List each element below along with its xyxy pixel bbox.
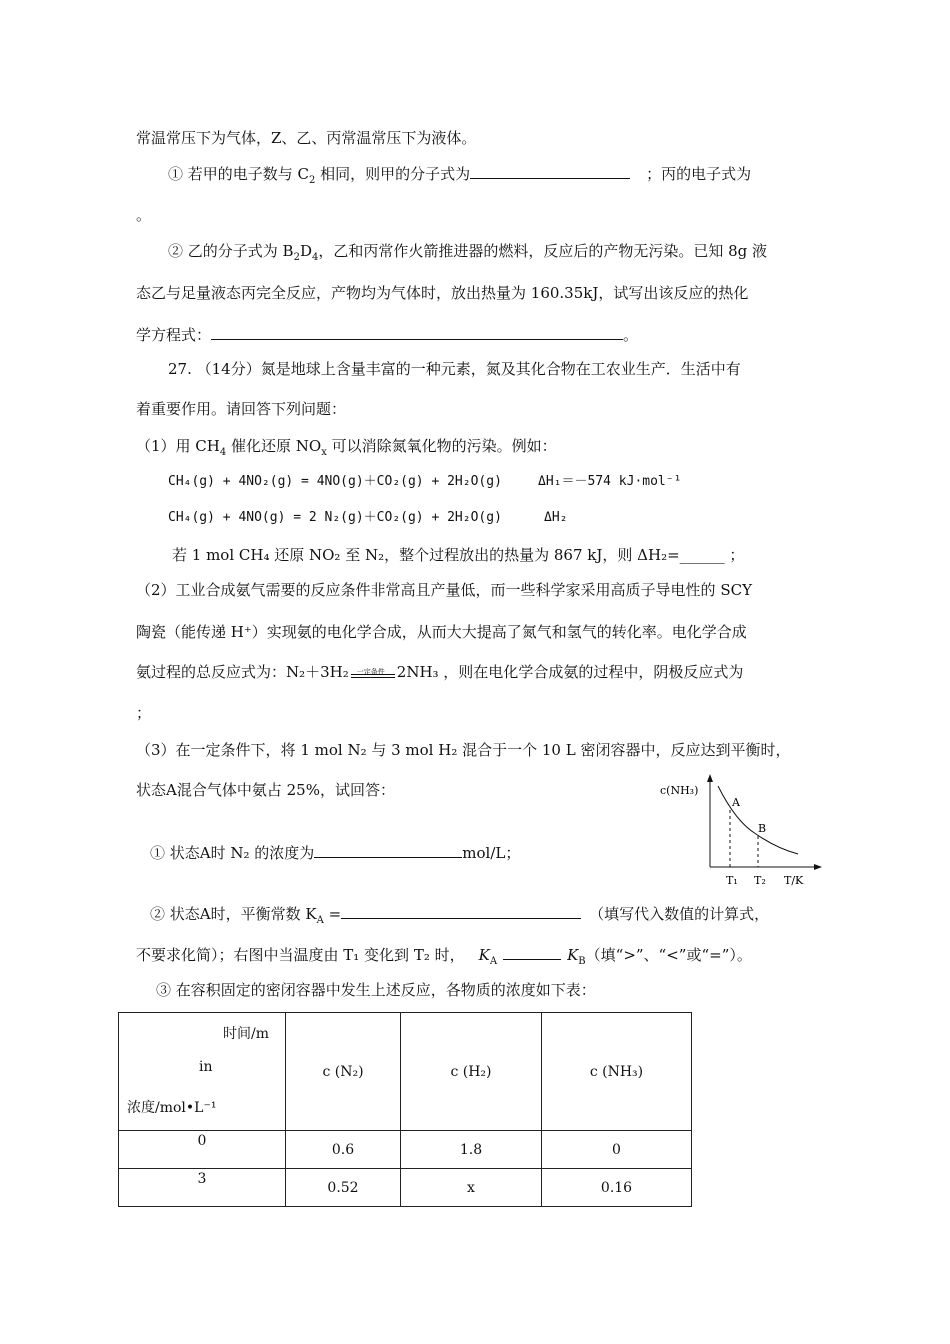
ka-kb-compare-blank[interactable] xyxy=(503,944,561,960)
q27-p3-q2-c: （填写代入数值的计算式， xyxy=(589,905,770,923)
q27-p3-line1: （3）在一定条件下，将 1 mol N₂ 与 3 mol H₂ 混合于一个 10 L 密闭容器中，反应达到平衡时， xyxy=(136,741,791,759)
q27-p3-line2: 状态A混合气体中氨占 25%，试回答： xyxy=(136,781,395,799)
q27-line1: 27. （14分）氮是地球上含量丰富的一种元素，氮及其化合物在工农业生产．生活中有 xyxy=(168,360,741,378)
q27-p1-b: 催化还原 NO xyxy=(226,437,322,455)
q27-p2-line2: 陶瓷（能传递 H⁺）实现氨的电化学合成，从而大大提高了氮气和氢气的转化率。电化学合成 xyxy=(136,623,747,641)
q27-p2-line1: （2）工业合成氨气需要的反应条件非常高且产量低，而一些科学家采用高质子导电性的 SCY xyxy=(136,581,752,599)
table-row xyxy=(119,1169,692,1207)
equilibrium-arrow-icon xyxy=(349,666,397,680)
q2-sub1: 2 xyxy=(293,252,300,263)
graph-t2: T₂ xyxy=(754,874,766,887)
q2-line3 xyxy=(136,324,638,345)
row-time: 3 xyxy=(119,1169,286,1207)
q2-line2: 态乙与足量液态丙完全反应，产物均为气体时，放出热量为 160.35kJ，试写出该反应的热化 xyxy=(136,284,749,302)
ka-expression-blank[interactable] xyxy=(341,903,581,919)
q27-p2-line4: ； xyxy=(136,704,152,722)
q2-blank-equation[interactable] xyxy=(211,324,623,340)
ka-symbol: K xyxy=(478,946,490,964)
q27-line2: 着重要作用。请回答下列问题： xyxy=(136,400,347,418)
table-corner-header xyxy=(119,1013,286,1131)
equation-2: CH₄(g) + 4NO(g) = 2 N₂(g)＋CO₂(g) + 2H₂O(g) xyxy=(168,510,502,525)
q2-text-b: D xyxy=(299,242,312,260)
arrow-label: 一定条件 xyxy=(356,668,385,676)
q27-p3-q2-l2d: （填“>”、“<”或“=”）。 xyxy=(585,946,752,964)
graph-t1: T₁ xyxy=(726,874,738,887)
q27-p3-q2-sub: A xyxy=(316,915,324,926)
q27-p1-sub: 4 xyxy=(219,447,227,458)
q27-if-line xyxy=(172,545,744,565)
q1-end: 。 xyxy=(136,206,152,224)
q27-p3-q2-a: ② 状态A时，平衡常数 K xyxy=(150,905,317,923)
q27-p2-3a: 氨过程的总反应式为：N₂＋3H₂ xyxy=(136,663,349,681)
q27-if-a: 若 1 mol CH₄ 还原 NO₂ 至 N₂，整个过程放出的热量为 867 kJ，则 ΔH₂= xyxy=(172,546,680,564)
ka-sub: A xyxy=(489,956,498,967)
col-header-h2: c (H₂) xyxy=(401,1013,542,1131)
col-header-n2: c (N₂) xyxy=(286,1013,401,1131)
equation-1-dh: ΔH₁＝－574 kJ·mol⁻¹ xyxy=(538,474,682,489)
q27-p3-q3: ③ 在容积固定的密闭容器中发生上述反应，各物质的浓度如下表： xyxy=(156,981,596,999)
q2-text-a: ② 乙的分子式为 B xyxy=(168,242,294,260)
q1-text-c: ；丙的电子式为 xyxy=(646,165,752,183)
equation-2-dh: ΔH₂ xyxy=(544,510,568,525)
graph-ylabel: c(NH₃) xyxy=(660,784,699,797)
q1-text-b: 相同，则甲的分子式为 xyxy=(315,165,471,183)
q27-p3-q1-a: ① 状态A时 N₂ 的浓度为 xyxy=(150,844,315,862)
equation-1: CH₄(g) + 4NO₂(g) = 4NO(g)＋CO₂(g) + 2H₂O(g) xyxy=(168,474,502,489)
q2-text-3b: 。 xyxy=(623,326,639,344)
graph-point-a: A xyxy=(732,796,740,809)
corner-top: 时间/m xyxy=(223,1026,269,1042)
q2-text-3a: 学方程式： xyxy=(136,326,212,344)
graph-xlabel: T/K xyxy=(784,874,804,887)
row-time: 0 xyxy=(119,1131,286,1169)
q1-sub: 2 xyxy=(309,175,316,186)
row-n2: 0.52 xyxy=(286,1169,401,1207)
q27-if-b[interactable]: ______ ； xyxy=(679,546,745,564)
q2-text-c: ，乙和丙常作火箭推进器的燃料，反应后的产物无污染。已知 8g 液 xyxy=(318,242,768,260)
q27-p3-q1 xyxy=(150,842,520,863)
q1-text-a: ① 若甲的电子数与 C xyxy=(168,165,310,183)
q27-p1-a: （1）用 CH xyxy=(136,437,220,455)
q27-p3-q2-line2 xyxy=(136,944,752,965)
graph-point-b: B xyxy=(758,822,767,835)
kb-sub: B xyxy=(578,956,586,967)
q27-p2-line3 xyxy=(136,662,743,682)
q1-line xyxy=(168,163,751,184)
corner-mid: in xyxy=(199,1059,213,1075)
q27-p3-q2 xyxy=(150,903,769,924)
q27-p3-q2-l2a: 不要求化简）；右图中当温度由 T₁ 变化到 T₂ 时， xyxy=(136,946,465,964)
row-h2: 1.8 xyxy=(401,1131,542,1169)
corner-bot: 浓度/mol•L⁻¹ xyxy=(127,1100,217,1116)
table-row xyxy=(119,1131,692,1169)
row-nh3: 0 xyxy=(542,1131,692,1169)
n2-concentration-blank[interactable] xyxy=(314,842,462,858)
q27-p3-q2-b: = xyxy=(323,905,342,923)
q27-p1-subx: x xyxy=(321,447,327,458)
q2-sub2: 4 xyxy=(311,252,319,263)
q27-p2-3b: 2NH₃ ，则在电化学合成氨的过程中，阴极反应式为 xyxy=(396,663,744,681)
q27-p1 xyxy=(136,436,557,456)
q1-blank-formula[interactable] xyxy=(470,163,630,179)
concentration-table xyxy=(118,1012,692,1207)
q2-line1 xyxy=(168,241,767,261)
q27-p3-q1-b: mol/L； xyxy=(462,844,521,862)
kb-symbol: K xyxy=(567,946,579,964)
nh3-temperature-graph xyxy=(656,772,826,892)
q27-p1-c: 可以消除氮氧化物的污染。例如： xyxy=(326,437,557,455)
row-nh3: 0.16 xyxy=(542,1169,692,1207)
intro-line: 常温常压下为气体，Z、乙、丙常温常压下为液体。 xyxy=(136,129,477,147)
row-n2: 0.6 xyxy=(286,1131,401,1169)
col-header-nh3: c (NH₃) xyxy=(542,1013,692,1131)
row-h2: x xyxy=(401,1169,542,1207)
